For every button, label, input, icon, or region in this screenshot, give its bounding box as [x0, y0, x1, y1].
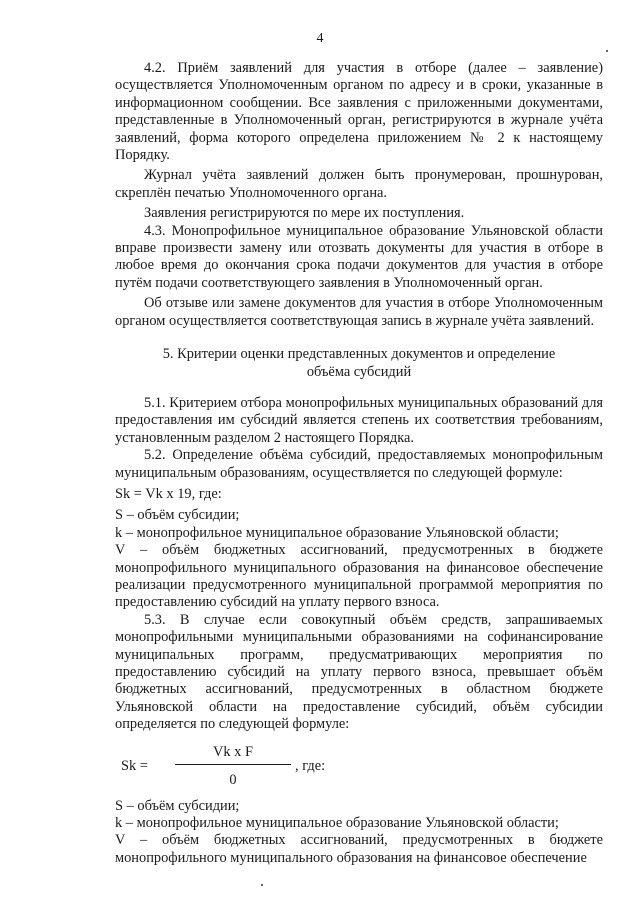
page-number: 4 [316, 31, 324, 46]
paragraph-5-3: 5.3. В случае если совокупный объём средств, запрашиваемых монопрофильными муниципальными образованиями на софинансирование муниципальных программ, предусматривающих мероприятия по предоставлению субсидий на уплату первого взноса, превышает объём бюджетных ассигнований, предусмотренных в областном бюджете Ульяновской области на предоставление субсидий, объём субсидии определяется по следующей формуле: [115, 611, 603, 733]
paragraph-5-1: 5.1. Критерием отбора монопрофильных муниципальных образований для предоставления им субсидий является степень их соответствия требованиям, установленным разделом 2 настоящего Порядка. [115, 394, 603, 446]
definition-v-1: V – объём бюджетных ассигнований, предусмотренных в бюджете монопрофильного муниципального образования на финансовое обеспечение реализации предусмотренного муниципальной программой мероприятия по предоставлению субсидий на уплату первого взноса. [115, 542, 603, 611]
paragraph-5-2: 5.2. Определение объёма субсидий, предоставляемых монопрофильным муниципальным образованиям, осуществляется по следующей формуле: [115, 447, 603, 481]
section-heading-line-2: объёма субсидий [306, 363, 412, 380]
fraction-bar [175, 764, 291, 765]
paragraph-withdrawal: Об отзыве или замене документов для участия в отборе Уполномоченным органом осуществляется соответствующая запись в журнале учёта заявлений. [115, 295, 603, 329]
definition-s-1: S – объём субсидии; [115, 507, 240, 524]
scan-speck [261, 884, 263, 886]
paragraph-4-2: 4.2. Приём заявлений для участия в отборе (далее – заявление) осуществляется Уполномоченным органом по адресу и в сроки, указанные в информационном сообщении. Все заявления с приложенными документами, представленные в Уполномоченный орган, регистрируются в журнале учёта заявлений, форма которого определена приложением № 2 к настоящему Порядку. [115, 60, 603, 164]
formula-2-lhs: Sk = [121, 757, 148, 774]
section-heading-line-1: 5. Критерии оценки представленных документов и определение [162, 346, 556, 363]
section-heading [115, 346, 603, 381]
scan-speck [606, 50, 608, 52]
document-body [115, 60, 603, 867]
formula-2-tail: , где: [295, 757, 326, 774]
formula-2-numerator: Vk x F [213, 743, 253, 760]
paragraph-4-3: 4.3. Монопрофильное муниципальное образование Ульяновской области вправе произвести замену или отозвать документы для участия в отборе в любое время до окончания срока подачи документов для участия в отборе путём подачи соответствующего заявления в Уполномоченный орган. [115, 222, 603, 291]
definition-s-2: S – объём субсидии; [115, 797, 240, 814]
definition-k-2: k – монопрофильное муниципальное образование Ульяновской области; [115, 815, 559, 832]
definition-v-2: V – объём бюджетных ассигнований, предусмотренных в бюджете монопрофильного муниципального образования на финансовое обеспечение [115, 832, 603, 866]
definition-k-1: k – монопрофильное муниципальное образование Ульяновской области; [115, 524, 559, 541]
formula-1: Sk = Vk x 19, где: [115, 485, 222, 502]
formula-2-denominator: 0 [229, 771, 237, 788]
formula-2 [115, 742, 603, 792]
paragraph-journal: Журнал учёта заявлений должен быть пронумерован, прошнурован, скреплён печатью Уполномоченного органа. [115, 167, 603, 201]
paragraph-registration: Заявления регистрируются по мере их поступления. [144, 205, 465, 222]
